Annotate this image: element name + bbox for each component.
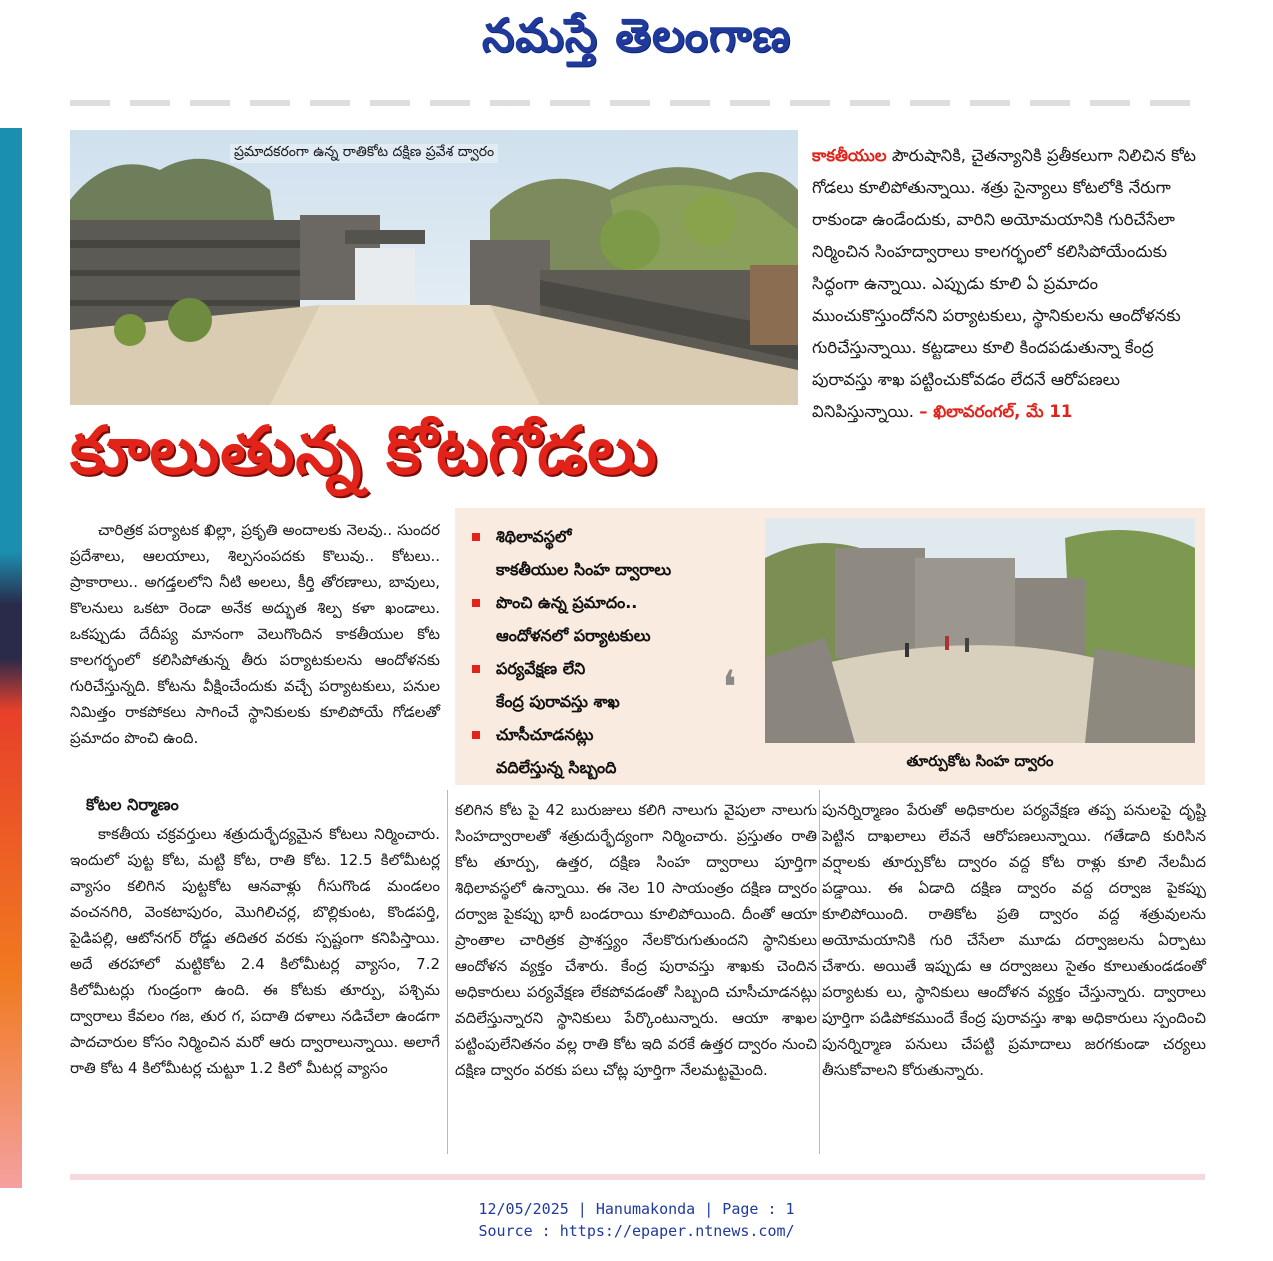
- body-col3: పునర్నిర్మాణం పేరుతో అధికారుల పర్యవేక్షణ తప్ప పనులపై దృష్టి పెట్టిన దాఖలాలు లేవనే ఆరోపణలున్నాయి. గతేడాది కురిసిన వర్షాలకు తూర్పుకోట ద్వారం వద్ద కోట రాళ్లు కూలి నేలమీద పడ్డాయి. ఈ ఏడాది దక్షిణ ద్వారం వద్ద దర్వాజ పైకప్పు కూలిపోయింది. రాతికోట ప్రతి ద్వారం వద్ద శత్రువులను అయోమయానికి గురి చేసేలా మూడు దర్వాజలను ఏర్పాటు చేశారు. అయితే ఇప్పుడు ఆ దర్వాజలు సైతం కూలుతుండడంతో పర్యాటకు లు, స్థానికులు ఆందోళన వ్యక్తం చేస్తున్నారు. ద్వారాలు పూర్తిగా పడిపోకముందే కేంద్ర పురావస్తు శాఖ అధికారులు స్పందించి పునర్నిర్మాణ పనులు చేపట్టి ప్రమాదాలు జరగకుండా చర్యలు తీసుకోవాలని కోరుతున్నారు.: [822, 801, 1206, 1079]
- highlight-item: శిథిలావస్థలో కాకతీయుల సింహ ద్వారాలు: [470, 520, 740, 586]
- highlight-item: చూసీచూడనట్లు వదిలేస్తున్న సిబ్బంది: [470, 718, 740, 784]
- adjacent-page-edge: [0, 128, 22, 1188]
- bullet-icon: [472, 533, 480, 541]
- east-gate-photo: [765, 518, 1195, 743]
- masthead-rule: [70, 100, 1205, 106]
- quote-mark-icon: ❛: [722, 660, 737, 714]
- body-col2: కలిగిన కోట పై 42 బురుజులు కలిగి నాలుగు వైపులా నాలుగు సింహద్వారాలతో శత్రుదుర్భేద్యంగా నిర్మించారు. ప్రస్తుతం రాతి కోట తూర్పు, ఉత్తర, దక్షిణ సింహ ద్వారాలు పూర్తిగా శిథిలావస్థలో ఉన్నాయి. ఈ నెల 10 సాయంత్రం దక్షిణ ద్వారం దర్వాజ పైకప్పు భారీ బండరాయి కూలిపోయింది. దీంతో ఆయా ప్రాంతాల చారిత్రక ప్రాశస్త్యం నేలకొరుగుతుందని స్థానికులు ఆందోళన వ్యక్తం చేశారు. కేంద్ర పురావస్తు శాఖకు చెందిన అధికారులు పర్యవేక్షణ లేకపోవడంతో సిబ్బంది చూసీచూడనట్లు వదిలేస్తున్నారని స్థానికులు పేర్కొంటున్నారు. ఆయా శాఖల పట్టింపులేనితనం వల్ల రాతి కోట ఇది వరకే ఉత్తర ద్వారం నుంచి దక్షిణ ద్వారం వరకు పలు చోట్ల పూర్తిగా నేలమట్టమైంది.: [455, 801, 817, 1079]
- column-divider: [819, 790, 820, 1154]
- masthead-title: నమస్తే తెలంగాణ: [481, 8, 792, 62]
- bottom-rule: [70, 1174, 1205, 1180]
- bullet-icon: [472, 731, 480, 739]
- east-gate-photo-caption: తూర్పుకోట సింహ ద్వారం: [906, 752, 1054, 770]
- highlight-list: [470, 520, 740, 784]
- bullet-icon: [472, 665, 480, 673]
- footer-source-link[interactable]: Source : https://epaper.ntnews.com/: [478, 1222, 795, 1240]
- page-footer: [0, 1198, 1273, 1242]
- lead-text: పౌరుషానికి, చైతన్యానికి ప్రతీకలుగా నిలిచిన కోట గోడలు కూలిపోతున్నాయి. శత్రు సైన్యాలు కోటలోకి నేరుగా రాకుండా ఉండేందుకు, వారిని అయోమయానికి గురిచేసేలా నిర్మించిన సింహద్వారాలు కాలగర్భంలో కలిసిపోయేందుకు సిద్ధంగా ఉన్నాయి. ఎప్పుడు కూలి ఏ ప్రమాదం ముంచుకొస్తుందోనని పర్యాటకులు, స్థానికులను ఆందోళనకు గురిచేస్తున్నాయి. కట్టడాలు కూలి కిందపడుతున్నా కేంద్ర పురావస్తు శాఖ పట్టించుకోవడం లేదనే ఆరోపణలు వినిపిస్తున్నాయి.: [812, 146, 1197, 421]
- hero-photo-caption: ప్రమాదకరంగా ఉన్న రాతికోట దక్షిణ ప్రవేశ ద్వారం: [230, 144, 498, 163]
- section-subhead: కోటల నిర్మాణం: [86, 795, 179, 814]
- fort-south-gate-photo: [70, 130, 798, 405]
- body-col1: కాకతీయ చక్రవర్తులు శత్రుదుర్భేద్యమైన కోటలు నిర్మించారు. ఇందులో పుట్ట కోట, మట్టి కోట, రాతి కోట. 12.5 కిలోమీటర్ల వ్యాసం కలిగిన పుట్టకోట ఆనవాళ్లు గీసుగొండ మండలం వంచనగిరి, వెంకటాపురం, మొగిలిచర్ల, బొల్లికుంట, కొండపర్తి, పైడిపల్లి, ఆటోనగర్ రోడ్డు తదితర వరకు స్పష్టంగా కనిపిస్తాయి. అదే తరహాలో మట్టికోట 2.4 కిలోమీటర్ల వ్యాసం, 7.2 కిలోమీటర్లు గుండ్రంగా ఉంది. ఈ కోటకు తూర్పు, పశ్చిమ ద్వారాలు కేవలం గజ, తుర గ, పదాతి దళాలు నడిచేలా ఉండగా పాదచారుల కోసం నిర్మించిన మరో ఆరు ద్వారాలున్నాయి. అలాగే రాతి కోట 4 కిలోమీటర్ల చుట్టూ 1.2 కిలో మీటర్ల వ్యాసం: [70, 825, 440, 1077]
- highlight-item: పొంచి ఉన్న ప్రమాదం.. ఆందోళనలో పర్యాటకులు: [470, 586, 740, 652]
- footer-edition-info: 12/05/2025 | Hanumakonda | Page : 1: [478, 1200, 795, 1218]
- lead-paragraph: [812, 140, 1207, 428]
- headline: కూలుతున్న కోటగోడలు: [70, 412, 658, 489]
- bullet-icon: [472, 599, 480, 607]
- byline: – ఖిలావరంగల్, మే 11: [919, 402, 1073, 421]
- column-divider: [447, 790, 448, 1154]
- body-intro: చారిత్రక పర్యాటక ఖిల్లా, ప్రకృతి అందాలకు నెలవు.. సుందర ప్రదేశాలు, ఆలయాలు, శిల్పసంపదకు కొలువు.. కోటలు.. ప్రాకారాలు.. అగడ్తలలోని నీటి అలలు, కీర్తి తోరణాలు, బావులు, కొలనులు ఒకటా రెండా అనేక అద్భుత శిల్ప కళా ఖండాలు. ఒకప్పుడు దేదీప్య మానంగా వెలుగొందిన కాకతీయుల కోట కాలగర్భంలో కలిసిపోతున్న తీరు పర్యాటకులను ఆందోళనకు గురిచేస్తున్నది. కోటను వీక్షించేందుకు వచ్చే పర్యాటకులు, పనుల నిమిత్తం రాకపోకలు సాగించే స్థానికులకు కూలిపోయే గోడలతో ప్రమాదం పొంచి ఉంది.: [70, 521, 440, 747]
- lead-highlight: కాకతీయుల: [812, 146, 887, 165]
- highlight-item: పర్యవేక్షణ లేని కేంద్ర పురావస్తు శాఖ: [470, 652, 740, 718]
